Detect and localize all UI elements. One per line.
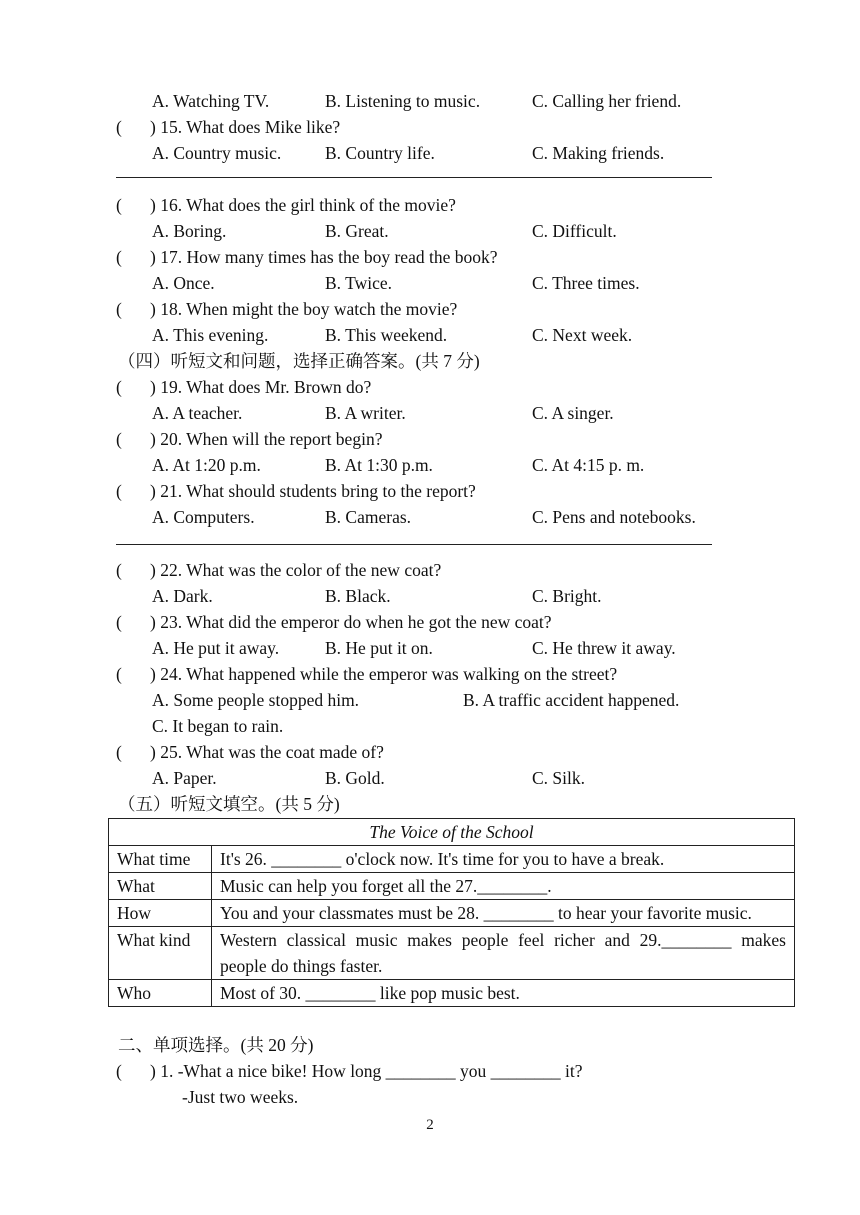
q21-option-b: B. Cameras.: [325, 507, 412, 527]
table-row: [109, 873, 795, 900]
answer-paren: (: [116, 377, 122, 397]
row-text: Most of 30. ________ like pop music best.: [212, 980, 795, 1007]
q17-option-b: B. Twice.: [325, 273, 392, 293]
answer-paren: (: [116, 117, 122, 137]
question-17: ) 17. How many times has the boy read the book?: [150, 247, 498, 267]
table-row: [109, 927, 795, 980]
q22-option-a: A. Dark.: [152, 586, 213, 606]
answer-paren: (: [116, 612, 122, 632]
q19-option-a: A. A teacher.: [152, 403, 243, 423]
q15-option-c: C. Making friends.: [532, 143, 665, 163]
row-label: What time: [109, 846, 212, 873]
q25-option-b: B. Gold.: [325, 768, 385, 788]
answer-paren: (: [116, 299, 122, 319]
answer-paren: (: [116, 429, 122, 449]
answer-paren: (: [116, 481, 122, 501]
q18-option-b: B. This weekend.: [325, 325, 448, 345]
q24-option-c: C. It began to rain.: [152, 716, 284, 736]
q15-option-a: A. Country music.: [152, 143, 282, 163]
fill-in-table: [108, 818, 795, 1007]
q14-option-b: B. Listening to music.: [325, 91, 481, 111]
q25-option-c: C. Silk.: [532, 768, 586, 788]
q23-option-c: C. He threw it away.: [532, 638, 676, 658]
question-18: ) 18. When might the boy watch the movie?: [150, 299, 458, 319]
q21-option-c: C. Pens and notebooks.: [532, 507, 696, 527]
question-16: ) 16. What does the girl think of the movie?: [150, 195, 456, 215]
question-22: ) 22. What was the color of the new coat?: [150, 560, 442, 580]
q22-option-b: B. Black.: [325, 586, 391, 606]
question-21: ) 21. What should students bring to the report?: [150, 481, 476, 501]
q16-option-a: A. Boring.: [152, 221, 227, 241]
page-number: 2: [426, 1117, 434, 1133]
q24-option-b: B. A traffic accident happened.: [463, 690, 680, 710]
table-row: [109, 980, 795, 1007]
q22-option-c: C. Bright.: [532, 586, 602, 606]
part-2-title: 二、单项选择。(共 20 分): [118, 1035, 314, 1055]
mc-question-1-reply: -Just two weeks.: [182, 1087, 299, 1107]
question-15: ) 15. What does Mike like?: [150, 117, 341, 137]
row-text: Music can help you forget all the 27.________.: [212, 873, 795, 900]
table-row: [109, 846, 795, 873]
row-text: It's 26. ________ o'clock now. It's time for you to have a break.: [212, 846, 795, 873]
q25-option-a: A. Paper.: [152, 768, 217, 788]
q21-option-a: A. Computers.: [152, 507, 255, 527]
section-5-title: （五）听短文填空。(共 5 分): [118, 794, 340, 814]
q17-option-c: C. Three times.: [532, 273, 640, 293]
q19-option-b: B. A writer.: [325, 403, 406, 423]
q16-option-c: C. Difficult.: [532, 221, 617, 241]
q14-option-a: A. Watching TV.: [152, 91, 270, 111]
q20-option-b: B. At 1:30 p.m.: [325, 455, 433, 475]
row-text: Western classical music makes people feel richer and 29.________ makes people do things faster.: [212, 927, 795, 980]
row-label: What kind: [109, 927, 212, 980]
answer-paren: (: [116, 195, 122, 215]
section-4-title: （四）听短文和问题，选择正确答案。(共 7 分): [118, 351, 480, 371]
answer-paren: (: [116, 1061, 122, 1081]
q20-option-a: A. At 1:20 p.m.: [152, 455, 261, 475]
divider-line: [116, 544, 712, 545]
q17-option-a: A. Once.: [152, 273, 215, 293]
row-label: Who: [109, 980, 212, 1007]
table-title: The Voice of the School: [109, 819, 795, 846]
q19-option-c: C. A singer.: [532, 403, 614, 423]
table-header-row: [109, 819, 795, 846]
q14-option-c: C. Calling her friend.: [532, 91, 682, 111]
row-label: How: [109, 900, 212, 927]
q16-option-b: B. Great.: [325, 221, 389, 241]
question-25: ) 25. What was the coat made of?: [150, 742, 384, 762]
question-23: ) 23. What did the emperor do when he got the new coat?: [150, 612, 552, 632]
divider-line: [116, 177, 712, 178]
answer-paren: (: [116, 560, 122, 580]
q20-option-c: C. At 4:15 p. m.: [532, 455, 645, 475]
q18-option-c: C. Next week.: [532, 325, 633, 345]
question-20: ) 20. When will the report begin?: [150, 429, 383, 449]
answer-paren: (: [116, 664, 122, 684]
q23-option-a: A. He put it away.: [152, 638, 280, 658]
q18-option-a: A. This evening.: [152, 325, 269, 345]
mc-question-1: ) 1. -What a nice bike! How long ________ you ________ it?: [150, 1061, 583, 1081]
q23-option-b: B. He put it on.: [325, 638, 433, 658]
table-row: [109, 900, 795, 927]
row-label: What: [109, 873, 212, 900]
answer-paren: (: [116, 247, 122, 267]
q15-option-b: B. Country life.: [325, 143, 435, 163]
q24-option-a: A. Some people stopped him.: [152, 690, 360, 710]
row-text: You and your classmates must be 28. ________ to hear your favorite music.: [212, 900, 795, 927]
question-19: ) 19. What does Mr. Brown do?: [150, 377, 372, 397]
answer-paren: (: [116, 742, 122, 762]
question-24: ) 24. What happened while the emperor was walking on the street?: [150, 664, 618, 684]
